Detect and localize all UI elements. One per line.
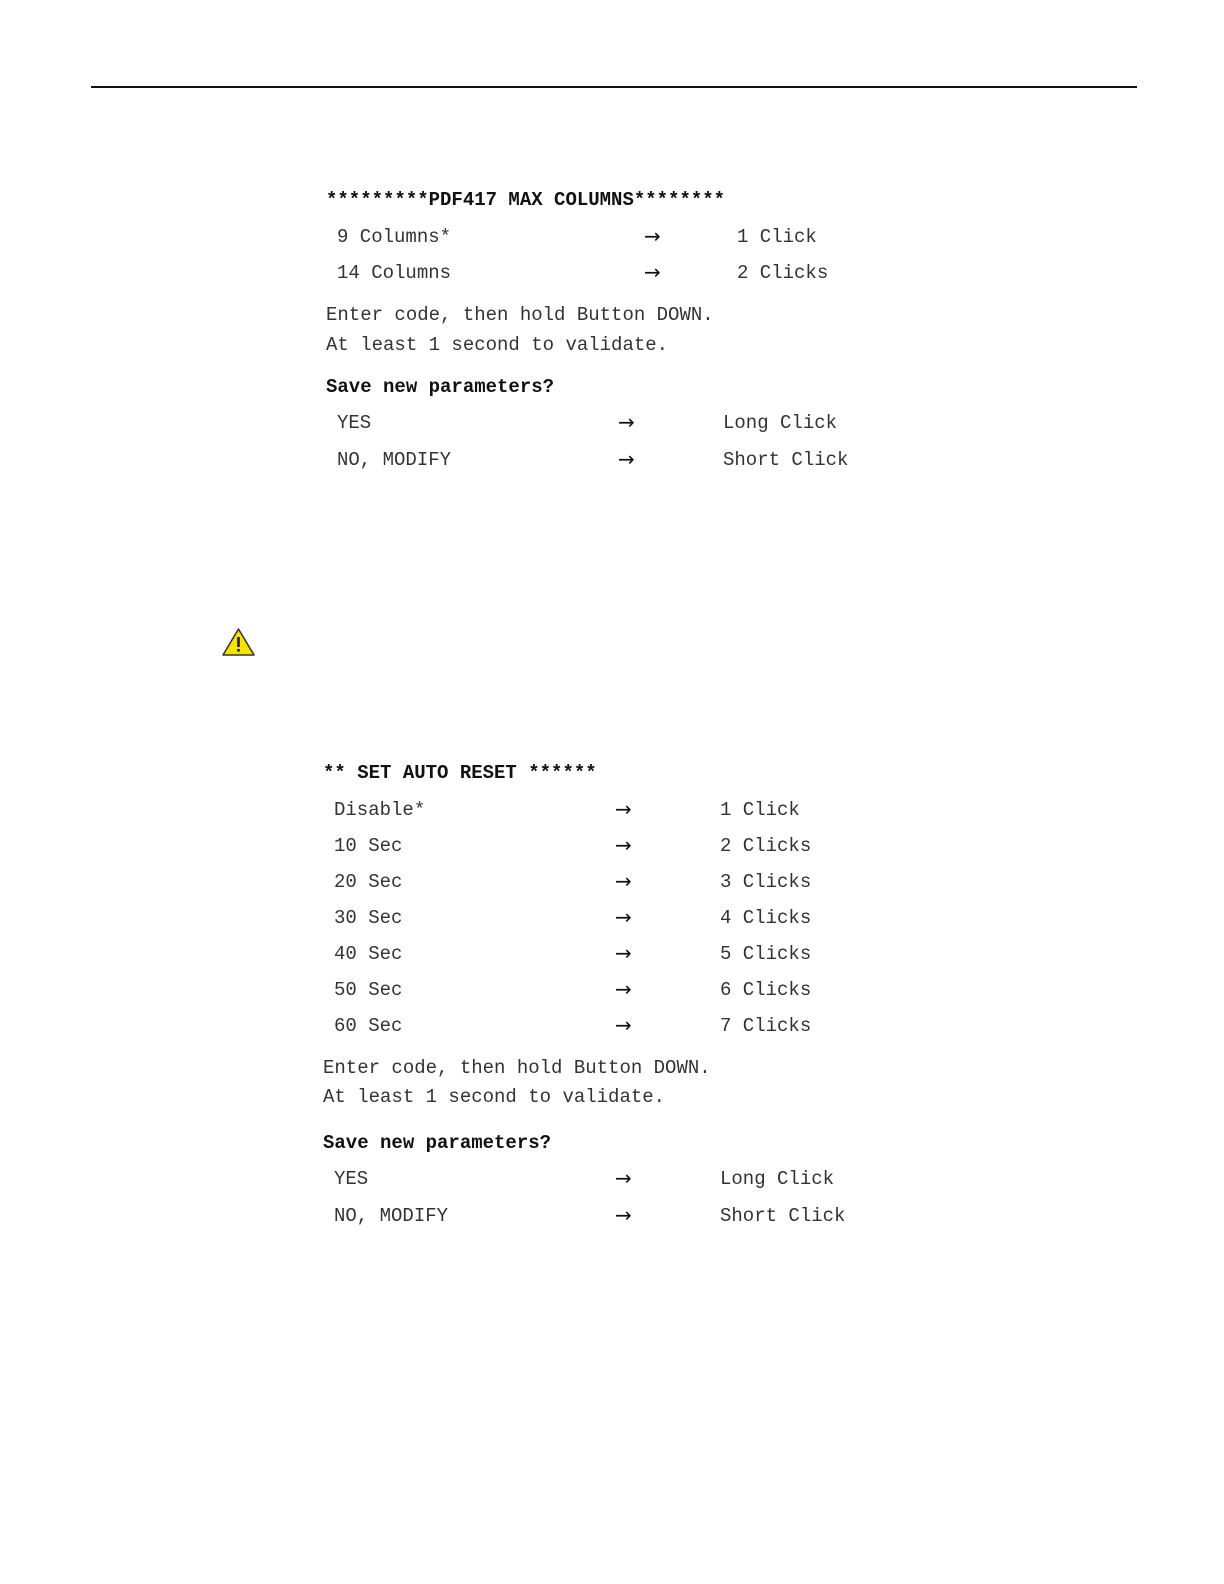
arrow-right-icon: → xyxy=(644,224,661,248)
option-label: Disable* xyxy=(334,799,426,821)
save-option-action: Short Click xyxy=(723,449,849,471)
option-action: 2 Clicks xyxy=(720,835,812,857)
save-option-label: NO, MODIFY xyxy=(337,449,452,471)
option-action: 1 Click xyxy=(720,799,800,821)
arrow-right-icon: → xyxy=(618,410,635,434)
option-label: 40 Sec xyxy=(334,943,403,965)
option-action: 1 Click xyxy=(737,226,817,248)
save-option-label: NO, MODIFY xyxy=(334,1205,449,1227)
arrow-right-icon: → xyxy=(644,260,661,284)
section-title: ** SET AUTO RESET ****** xyxy=(323,762,597,784)
save-parameters-title: Save new parameters? xyxy=(323,1132,552,1154)
arrow-right-icon: → xyxy=(615,977,632,1001)
arrow-right-icon: → xyxy=(615,941,632,965)
header-rule xyxy=(91,86,1137,88)
instruction-text: At least 1 second to validate. xyxy=(323,1086,666,1108)
warning-triangle-icon xyxy=(221,627,256,657)
arrow-right-icon: → xyxy=(615,905,632,929)
option-label: 50 Sec xyxy=(334,979,403,1001)
arrow-right-icon: → xyxy=(615,1013,632,1037)
arrow-right-icon: → xyxy=(618,447,635,471)
option-label: 14 Columns xyxy=(337,262,452,284)
arrow-right-icon: → xyxy=(615,1203,632,1227)
save-option-action: Long Click xyxy=(723,412,838,434)
option-action: 5 Clicks xyxy=(720,943,812,965)
option-label: 10 Sec xyxy=(334,835,403,857)
option-action: 4 Clicks xyxy=(720,907,812,929)
option-label: 20 Sec xyxy=(334,871,403,893)
option-label: 60 Sec xyxy=(334,1015,403,1037)
arrow-right-icon: → xyxy=(615,869,632,893)
save-option-action: Short Click xyxy=(720,1205,846,1227)
section-title: *********PDF417 MAX COLUMNS******** xyxy=(326,189,726,211)
arrow-right-icon: → xyxy=(615,1166,632,1190)
arrow-right-icon: → xyxy=(615,797,632,821)
option-action: 3 Clicks xyxy=(720,871,812,893)
save-option-label: YES xyxy=(334,1168,369,1190)
option-action: 7 Clicks xyxy=(720,1015,812,1037)
instruction-text: Enter code, then hold Button DOWN. xyxy=(326,304,714,326)
arrow-right-icon: → xyxy=(615,833,632,857)
instruction-text: Enter code, then hold Button DOWN. xyxy=(323,1057,711,1079)
option-action: 6 Clicks xyxy=(720,979,812,1001)
option-action: 2 Clicks xyxy=(737,262,829,284)
save-option-action: Long Click xyxy=(720,1168,835,1190)
save-option-label: YES xyxy=(337,412,372,434)
option-label: 30 Sec xyxy=(334,907,403,929)
instruction-text: At least 1 second to validate. xyxy=(326,334,669,356)
option-label: 9 Columns* xyxy=(337,226,452,248)
save-parameters-title: Save new parameters? xyxy=(326,376,555,398)
